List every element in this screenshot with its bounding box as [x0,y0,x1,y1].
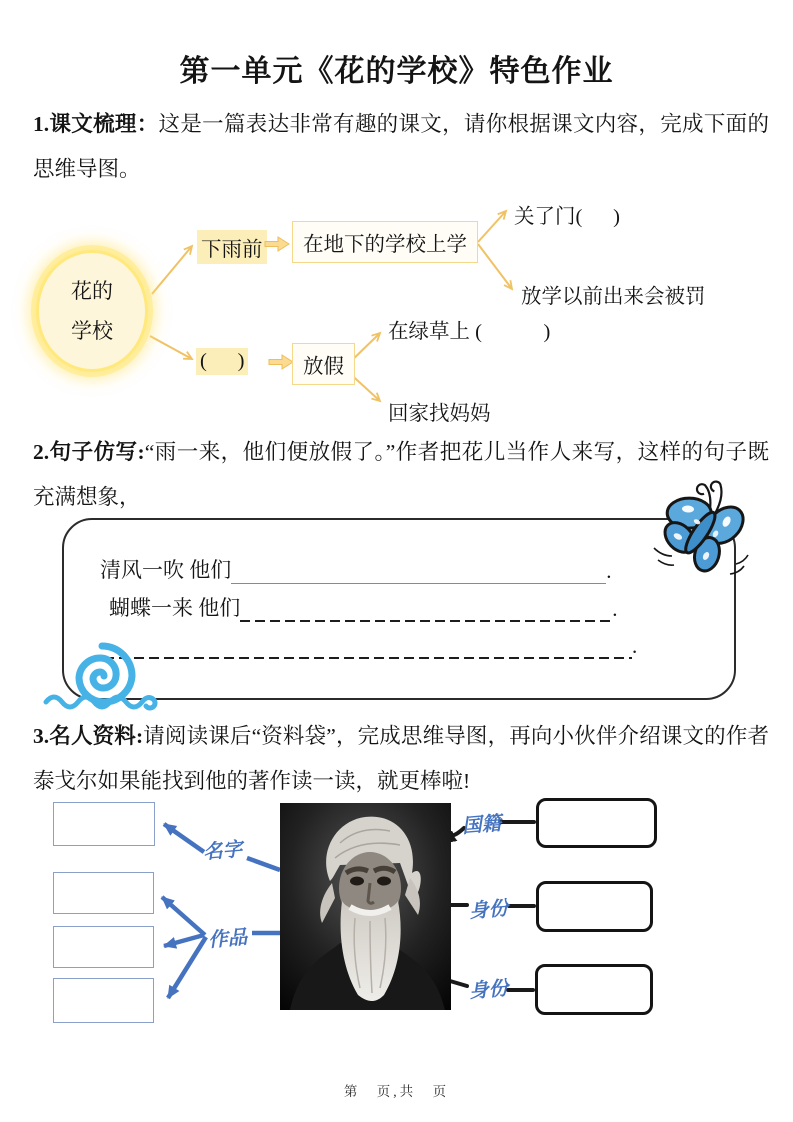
answer-line3-period: . [632,634,638,658]
section1-paragraph [33,102,769,192]
answer-line-1 [100,554,612,584]
answer-line2-period: . [612,597,618,621]
identity-answer-box-1[interactable] [536,881,653,932]
identity-answer-box-2[interactable] [535,964,653,1015]
answer-line1-blank[interactable] [231,560,606,584]
tagore-photo [280,803,451,1010]
block-arrow-icon [264,235,290,253]
root-line2: 学校 [71,319,113,343]
branch1-leaf1-blank[interactable]: 关了门( ) [514,206,620,228]
section3-label: 3.名人资料 [33,724,136,748]
mindmap-root-topic [36,250,148,372]
works-label: 作品 [207,927,249,952]
nationality-label: 国籍 [461,813,503,838]
branch2-leaf2: 回家找妈妈 [388,403,491,425]
mindmap [0,190,793,435]
section3-colon: : [135,724,144,748]
answer-line3-blank[interactable] [104,635,632,659]
section3-paragraph [33,714,769,804]
work-answer-box-2[interactable] [53,926,154,968]
branch2-leaf1-blank[interactable]: 在绿草上 ( ) [388,321,551,343]
answer-line-2 [109,592,618,622]
answer-line2-blank[interactable] [240,598,612,622]
branch1-condition: 下雨前 [197,230,267,264]
page-title: 第一单元《花的学校》特色作业 [179,55,614,88]
branch1-leaf2: 放学以前出来会被罚 [521,286,706,308]
section2-label: 2.句子仿写 [33,440,138,464]
page-footer: 第 页,共 页 [343,1084,450,1099]
nationality-answer-box[interactable] [536,798,657,848]
work-answer-box-1[interactable] [53,872,154,914]
identity-label-2: 身份 [468,978,510,1003]
section1-text: 这是一篇表达非常有趣的课文，请你根据课文内容，完成下面的思维导图。 [33,112,769,181]
root-line1: 花的 [71,279,113,303]
sentence-answer-box [62,518,736,700]
name-label: 名字 [202,839,244,864]
answer-line1-prefix: 清风一吹 他们 [100,558,232,582]
section3-text: 请阅读课后“资料袋”，完成思维导图，再向小伙伴介绍课文的作者泰戈尔如果能找到他的著作读一读，就更棒啦! [33,724,769,793]
name-answer-box[interactable] [53,802,155,846]
author-diagram [0,795,793,1050]
branch2-condition-blank[interactable]: ( ) [196,348,248,375]
branch2-result-box: 放假 [292,343,355,385]
section1-colon: ： [136,112,159,136]
branch1-result-box: 在地下的学校上学 [292,221,478,263]
section2-text: “雨一来，他们便放假了。”作者把花儿当作人来写，这样的句子既充满想象， [33,440,769,509]
answer-line1-period: . [606,559,612,583]
answer-line2-prefix: 蝴蝶一来 他们 [109,596,241,620]
section2-colon: : [137,440,145,464]
section1-label: 1.课文梳理 [33,112,137,136]
work-answer-box-3[interactable] [53,978,154,1023]
block-arrow-icon [268,353,294,371]
answer-line-3 [104,634,637,659]
section2-paragraph [33,430,769,520]
identity-label-1: 身份 [468,898,510,923]
